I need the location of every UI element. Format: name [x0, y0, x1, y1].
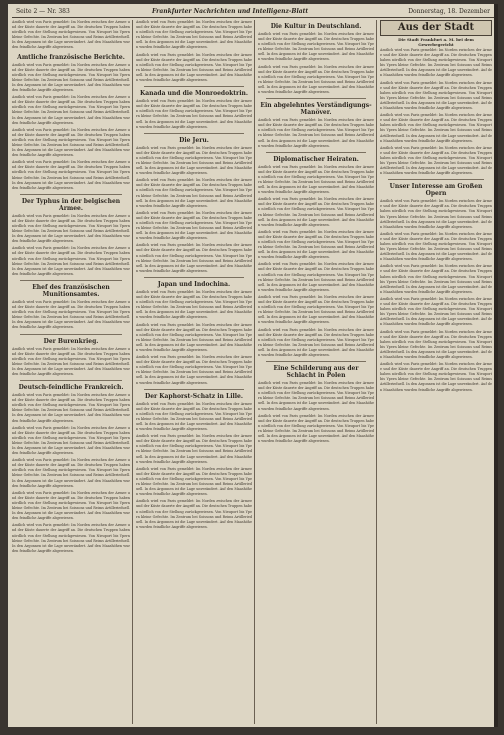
- divider: [144, 389, 244, 390]
- article-body: Amtlich wird von Paris gemeldet: Im Norden zwischen der Armee und der Küste dauerte der Angriff an. Die deutschen Truppen haben nördlich von der Stellung zurückgewiesen. Von Nieuport bis Ypern kleine Gefechte. Im Zentrum bei Soissons und Reims Artillerieduell. In den Argonnen ist die Lage unverändert. Auf den Maashöhen wurden feindliche Angriffe abgewiesen.: [380, 296, 492, 327]
- article-body: Amtlich wird von Paris gemeldet: Im Norden zwischen der Armee und der Küste dauerte der Angriff an. Die deutschen Truppen haben nördlich von der Stellung zurückgewiesen. Von Nieuport bis Ypern kleine Gefechte. Im Zentrum bei Soissons und Reims Artillerieduell. In den Argonnen ist die Lage unverändert. Auf den Maashöhen wurden feindliche Angriffe abgewiesen.: [12, 458, 130, 488]
- article-body: Amtlich wird von Paris gemeldet: Im Norden zwischen der Armee und der Küste dauerte der Angriff an. Die deutschen Truppen haben nördlich von der Stellung zurückgewiesen. Von Nieuport bis Ypern kleine Gefechte. Im Zentrum bei Soissons und Reims Artillerieduell. In den Argonnen ist die Lage unverändert. Auf den Maashöhen wurden feindliche Angriffe abgewiesen.: [136, 401, 252, 432]
- article-body: Amtlich wird von Paris gemeldet: Im Norden zwischen der Armee und der Küste dauerte der Angriff an. Die deutschen Truppen haben nördlich von der Stellung zurückgewiesen. Von Nieuport bis Ypern kleine Gefechte. Im Zentrum bei Soissons und Reims Artillerieduell. In den Argonnen ist die Lage unverändert. Auf den Maashöhen wurden feindliche Angriffe abgewiesen.: [136, 289, 252, 320]
- article-body: Amtlich wird von Paris gemeldet: Im Norden zwischen der Armee und der Küste dauerte der Angriff an. Die deutschen Truppen haben nördlich von der Stellung zurückgewiesen. Von Nieuport bis Ypern kleine Gefechte. Im Zentrum bei Soissons und Reims Artillerieduell. In den Argonnen ist die Lage unverändert. Auf den Maashöhen wurden feindliche Angriffe abgewiesen.: [258, 164, 374, 195]
- column-3: [258, 20, 374, 724]
- article-body: Amtlich wird von Paris gemeldet: Im Norden zwischen der Armee und der Küste dauerte der Angriff an. Die deutschen Truppen haben nördlich von der Stellung zurückgewiesen. Von Nieuport bis Ypern kleine Gefechte. Im Zentrum bei Soissons und Reims Artillerieduell. In den Argonnen ist die Lage unverändert. Auf den Maashöhen wurden feindliche Angriffe abgewiesen.: [12, 62, 130, 93]
- divider: [266, 361, 366, 362]
- article-body: Amtlich wird von Paris gemeldet: Im Norden zwischen der Armee und der Küste dauerte der Angriff an. Die deutschen Truppen haben nördlich von der Stellung zurückgewiesen. Von Nieuport bis Ypern kleine Gefechte. Im Zentrum bei Soissons und Reims Artillerieduell. In den Argonnen ist die Lage unverändert. Auf den Maashöhen wurden feindliche Angriffe abgewiesen.: [136, 145, 252, 176]
- column-2: [136, 20, 252, 724]
- article-body: Amtlich wird von Paris gemeldet: Im Norden zwischen der Armee und der Küste dauerte der Angriff an. Die deutschen Truppen haben nördlich von der Stellung zurückgewiesen. Von Nieuport bis Ypern kleine Gefechte. Im Zentrum bei Soissons und Reims Artillerieduell. In den Argonnen ist die Lage unverändert. Auf den Maashöhen wurden feindliche Angriffe abgewiesen.: [380, 264, 492, 294]
- book-spine: [494, 4, 498, 727]
- article-heading: Japan und Indochina.: [157, 280, 231, 288]
- article-body: Amtlich wird von Paris gemeldet: Im Norden zwischen der Armee und der Küste dauerte der Angriff an. Die deutschen Truppen haben nördlich von der Stellung zurückgewiesen. Von Nieuport bis Ypern kleine Gefechte. Im Zentrum bei Soissons und Reims Artillerieduell. In den Argonnen ist die Lage unverändert. Auf den Maashöhen wurden feindliche Angriffe abgewiesen.: [258, 64, 374, 95]
- divider: [388, 179, 484, 180]
- article-heading: Der Kaphorst-Schatz in Lille.: [145, 392, 243, 400]
- article-heading: Die Kultur in Deutschland.: [270, 23, 362, 30]
- article-body: Amtlich wird von Paris gemeldet: Im Norden zwischen der Armee und der Küste dauerte der Angriff an. Die deutschen Truppen haben nördlich von der Stellung zurückgewiesen. Von Nieuport bis Ypern kleine Gefechte. Im Zentrum bei Soissons und Reims Artillerieduell. In den Argonnen ist die Lage unverändert. Auf den Maashöhen wurden feindliche Angriffe abgewiesen.: [136, 99, 252, 129]
- page-number: Seite 2 — Nr. 383: [16, 8, 70, 15]
- article-body: Amtlich wird von Paris gemeldet: Im Norden zwischen der Armee und der Küste dauerte der Angriff an. Die deutschen Truppen haben nördlich von der Stellung zurückgewiesen. Von Nieuport bis Ypern kleine Gefechte. Im Zentrum bei Soissons und Reims Artillerieduell. In den Argonnen ist die Lage unverändert. Auf den Maashöhen wurden feindliche Angriffe abgewiesen.: [380, 48, 492, 78]
- article-body: Amtlich wird von Paris gemeldet: Im Norden zwischen der Armee und der Küste dauerte der Angriff an. Die deutschen Truppen haben nördlich von der Stellung zurückgewiesen. Von Nieuport bis Ypern kleine Gefechte. Im Zentrum bei Soissons und Reims Artillerieduell. In den Argonnen ist die Lage unverändert. Auf den Maashöhen wurden feindliche Angriffe abgewiesen.: [12, 213, 130, 244]
- article-body: Amtlich wird von Paris gemeldet: Im Norden zwischen der Armee und der Küste dauerte der Angriff an. Die deutschen Truppen haben nördlich von der Stellung zurückgewiesen. Von Nieuport bis Ypern kleine Gefechte. Im Zentrum bei Soissons und Reims Artillerieduell. In den Argonnen ist die Lage unverändert. Auf den Maashöhen wurden feindliche Angriffe abgewiesen.: [258, 294, 374, 325]
- article-heading: Eine Schilderung aus der Schlacht in Polen: [273, 365, 359, 380]
- article-heading: Die Jeru.: [179, 136, 209, 144]
- article-body: Amtlich wird von Paris gemeldet: Im Norden zwischen der Armee und der Küste dauerte der Angriff an. Die deutschen Truppen haben nördlich von der Stellung zurückgewiesen. Von Nieuport bis Ypern kleine Gefechte. Im Zentrum bei Soissons und Reims Artillerieduell. In den Argonnen ist die Lage unverändert. Auf den Maashöhen wurden feindliche Angriffe abgewiesen.: [380, 231, 492, 262]
- article-heading: Ehef des französischen Munitionsamtes.: [32, 283, 110, 298]
- article-heading: Unser Interesse am Großen Opern: [389, 183, 483, 198]
- article-body: Amtlich wird von Paris gemeldet: Im Norden zwischen der Armee und der Küste dauerte der Angriff an. Die deutschen Truppen haben nördlich von der Stellung zurückgewiesen. Von Nieuport bis Ypern kleine Gefechte. Im Zentrum bei Soissons und Reims Artillerieduell. In den Argonnen ist die Lage unverändert. Auf den Maashöhen wurden feindliche Angriffe abgewiesen.: [12, 20, 130, 50]
- article-body: Amtlich wird von Paris gemeldet: Im Norden zwischen der Armee und der Küste dauerte der Angriff an. Die deutschen Truppen haben nördlich von der Stellung zurückgewiesen. Von Nieuport bis Ypern kleine Gefechte. Im Zentrum bei Soissons und Reims Artillerieduell. In den Argonnen ist die Lage unverändert. Auf den Maashöhen wurden feindliche Angriffe abgewiesen.: [380, 80, 492, 111]
- article-body: Amtlich wird von Paris gemeldet: Im Norden zwischen der Armee und der Küste dauerte der Angriff an. Die deutschen Truppen haben nördlich von der Stellung zurückgewiesen. Von Nieuport bis Ypern kleine Gefechte. Im Zentrum bei Soissons und Reims Artillerieduell. In den Argonnen ist die Lage unverändert. Auf den Maashöhen wurden feindliche Angriffe abgewiesen.: [12, 127, 130, 158]
- article-body: Amtlich wird von Paris gemeldet: Im Norden zwischen der Armee und der Küste dauerte der Angriff an. Die deutschen Truppen haben nördlich von der Stellung zurückgewiesen. Von Nieuport bis Ypern kleine Gefechte. Im Zentrum bei Soissons und Reims Artillerieduell. In den Argonnen ist die Lage unverändert. Auf den Maashöhen wurden feindliche Angriffe abgewiesen.: [12, 95, 130, 125]
- article-body: Amtlich wird von Paris gemeldet: Im Norden zwischen der Armee und der Küste dauerte der Angriff an. Die deutschen Truppen haben nördlich von der Stellung zurückgewiesen. Von Nieuport bis Ypern kleine Gefechte. Im Zentrum bei Soissons und Reims Artillerieduell. In den Argonnen ist die Lage unverändert. Auf den Maashöhen wurden feindliche Angriffe abgewiesen.: [136, 499, 252, 529]
- page-header: [12, 7, 494, 18]
- article-heading: Ein abgelehntes Verständigungs-Manöver.: [260, 102, 372, 117]
- article-body: Amtlich wird von Paris gemeldet: Im Norden zwischen der Armee und der Küste dauerte der Angriff an. Die deutschen Truppen haben nördlich von der Stellung zurückgewiesen. Von Nieuport bis Ypern kleine Gefechte. Im Zentrum bei Soissons und Reims Artillerieduell. In den Argonnen ist die Lage unverändert. Auf den Maashöhen wurden feindliche Angriffe abgewiesen.: [258, 413, 374, 444]
- article-heading: Deutsch-feindliche Frankreich.: [18, 384, 124, 392]
- section-title: Aus der Stadt: [380, 20, 492, 36]
- article-body: Amtlich wird von Paris gemeldet: Im Norden zwischen der Armee und der Küste dauerte der Angriff an. Die deutschen Truppen haben nördlich von der Stellung zurückgewiesen. Von Nieuport bis Ypern kleine Gefechte. Im Zentrum bei Soissons und Reims Artillerieduell. In den Argonnen ist die Lage unverändert. Auf den Maashöhen wurden feindliche Angriffe abgewiesen.: [258, 32, 374, 62]
- article-body: Amtlich wird von Paris gemeldet: Im Norden zwischen der Armee und der Küste dauerte der Angriff an. Die deutschen Truppen haben nördlich von der Stellung zurückgewiesen. Von Nieuport bis Ypern kleine Gefechte. Im Zentrum bei Soissons und Reims Artillerieduell. In den Argonnen ist die Lage unverändert. Auf den Maashöhen wurden feindliche Angriffe abgewiesen.: [136, 210, 252, 241]
- article-heading: Der Typhus in der belgischen Armee.: [21, 197, 121, 212]
- column-rule: [132, 20, 133, 724]
- divider: [266, 98, 366, 99]
- article-body: Amtlich wird von Paris gemeldet: Im Norden zwischen der Armee und der Küste dauerte der Angriff an. Die deutschen Truppen haben nördlich von der Stellung zurückgewiesen. Von Nieuport bis Ypern kleine Gefechte. Im Zentrum bei Soissons und Reims Artillerieduell. In den Argonnen ist die Lage unverändert. Auf den Maashöhen wurden feindliche Angriffe abgewiesen.: [380, 113, 492, 143]
- article-body: Amtlich wird von Paris gemeldet: Im Norden zwischen der Armee und der Küste dauerte der Angriff an. Die deutschen Truppen haben nördlich von der Stellung zurückgewiesen. Von Nieuport bis Ypern kleine Gefechte. Im Zentrum bei Soissons und Reims Artillerieduell. In den Argonnen ist die Lage unverändert. Auf den Maashöhen wurden feindliche Angriffe abgewiesen.: [136, 20, 252, 50]
- article-body: Amtlich wird von Paris gemeldet: Im Norden zwischen der Armee und der Küste dauerte der Angriff an. Die deutschen Truppen haben nördlich von der Stellung zurückgewiesen. Von Nieuport bis Ypern kleine Gefechte. Im Zentrum bei Soissons und Reims Artillerieduell. In den Argonnen ist die Lage unverändert. Auf den Maashöhen wurden feindliche Angriffe abgewiesen.: [380, 199, 492, 229]
- article-body: Amtlich wird von Paris gemeldet: Im Norden zwischen der Armee und der Küste dauerte der Angriff an. Die deutschen Truppen haben nördlich von der Stellung zurückgewiesen. Von Nieuport bis Ypern kleine Gefechte. Im Zentrum bei Soissons und Reims Artillerieduell. In den Argonnen ist die Lage unverändert. Auf den Maashöhen wurden feindliche Angriffe abgewiesen.: [258, 118, 374, 148]
- article-body: Amtlich wird von Paris gemeldet: Im Norden zwischen der Armee und der Küste dauerte der Angriff an. Die deutschen Truppen haben nördlich von der Stellung zurückgewiesen. Von Nieuport bis Ypern kleine Gefechte. Im Zentrum bei Soissons und Reims Artillerieduell. In den Argonnen ist die Lage unverändert. Auf den Maashöhen wurden feindliche Angriffe abgewiesen.: [258, 327, 374, 357]
- article-body: Amtlich wird von Paris gemeldet: Im Norden zwischen der Armee und der Küste dauerte der Angriff an. Die deutschen Truppen haben nördlich von der Stellung zurückgewiesen. Von Nieuport bis Ypern kleine Gefechte. Im Zentrum bei Soissons und Reims Artillerieduell. In den Argonnen ist die Lage unverändert. Auf den Maashöhen wurden feindliche Angriffe abgewiesen.: [258, 197, 374, 227]
- article-heading: Die Stadt Frankfurt a. M. bei dem Gewerbegericht: [398, 37, 474, 47]
- article-body: Amtlich wird von Paris gemeldet: Im Norden zwischen der Armee und der Küste dauerte der Angriff an. Die deutschen Truppen haben nördlich von der Stellung zurückgewiesen. Von Nieuport bis Ypern kleine Gefechte. Im Zentrum bei Soissons und Reims Artillerieduell. In den Argonnen ist die Lage unverändert. Auf den Maashöhen wurden feindliche Angriffe abgewiesen.: [136, 466, 252, 497]
- article-body: Amtlich wird von Paris gemeldet: Im Norden zwischen der Armee und der Küste dauerte der Angriff an. Die deutschen Truppen haben nördlich von der Stellung zurückgewiesen. Von Nieuport bis Ypern kleine Gefechte. Im Zentrum bei Soissons und Reims Artillerieduell. In den Argonnen ist die Lage unverändert. Auf den Maashöhen wurden feindliche Angriffe abgewiesen.: [12, 160, 130, 190]
- article-body: Amtlich wird von Paris gemeldet: Im Norden zwischen der Armee und der Küste dauerte der Angriff an. Die deutschen Truppen haben nördlich von der Stellung zurückgewiesen. Von Nieuport bis Ypern kleine Gefechte. Im Zentrum bei Soissons und Reims Artillerieduell. In den Argonnen ist die Lage unverändert. Auf den Maashöhen wurden feindliche Angriffe abgewiesen.: [380, 329, 492, 359]
- article-body: Amtlich wird von Paris gemeldet: Im Norden zwischen der Armee und der Küste dauerte der Angriff an. Die deutschen Truppen haben nördlich von der Stellung zurückgewiesen. Von Nieuport bis Ypern kleine Gefechte. Im Zentrum bei Soissons und Reims Artillerieduell. In den Argonnen ist die Lage unverändert. Auf den Maashöhen wurden feindliche Angriffe abgewiesen.: [380, 362, 492, 392]
- article-heading: Diplomatischer Heiraten.: [273, 155, 359, 163]
- article-body: Amtlich wird von Paris gemeldet: Im Norden zwischen der Armee und der Küste dauerte der Angriff an. Die deutschen Truppen haben nördlich von der Stellung zurückgewiesen. Von Nieuport bis Ypern kleine Gefechte. Im Zentrum bei Soissons und Reims Artillerieduell. In den Argonnen ist die Lage unverändert. Auf den Maashöhen wurden feindliche Angriffe abgewiesen.: [136, 243, 252, 273]
- article-body: Amtlich wird von Paris gemeldet: Im Norden zwischen der Armee und der Küste dauerte der Angriff an. Die deutschen Truppen haben nördlich von der Stellung zurückgewiesen. Von Nieuport bis Ypern kleine Gefechte. Im Zentrum bei Soissons und Reims Artillerieduell. In den Argonnen ist die Lage unverändert. Auf den Maashöhen wurden feindliche Angriffe abgewiesen.: [12, 523, 130, 553]
- column-1: [12, 20, 130, 724]
- article-body: Amtlich wird von Paris gemeldet: Im Norden zwischen der Armee und der Küste dauerte der Angriff an. Die deutschen Truppen haben nördlich von der Stellung zurückgewiesen. Von Nieuport bis Ypern kleine Gefechte. Im Zentrum bei Soissons und Reims Artillerieduell. In den Argonnen ist die Lage unverändert. Auf den Maashöhen wurden feindliche Angriffe abgewiesen.: [12, 246, 130, 276]
- article-body: Amtlich wird von Paris gemeldet: Im Norden zwischen der Armee und der Küste dauerte der Angriff an. Die deutschen Truppen haben nördlich von der Stellung zurückgewiesen. Von Nieuport bis Ypern kleine Gefechte. Im Zentrum bei Soissons und Reims Artillerieduell. In den Argonnen ist die Lage unverändert. Auf den Maashöhen wurden feindliche Angriffe abgewiesen.: [12, 299, 130, 330]
- article-body: Amtlich wird von Paris gemeldet: Im Norden zwischen der Armee und der Küste dauerte der Angriff an. Die deutschen Truppen haben nördlich von der Stellung zurückgewiesen. Von Nieuport bis Ypern kleine Gefechte. Im Zentrum bei Soissons und Reims Artillerieduell. In den Argonnen ist die Lage unverändert. Auf den Maashöhen wurden feindliche Angriffe abgewiesen.: [136, 178, 252, 208]
- article-heading: Kanada und die Monroedoktrin.: [140, 90, 248, 98]
- article-body: Amtlich wird von Paris gemeldet: Im Norden zwischen der Armee und der Küste dauerte der Angriff an. Die deutschen Truppen haben nördlich von der Stellung zurückgewiesen. Von Nieuport bis Ypern kleine Gefechte. Im Zentrum bei Soissons und Reims Artillerieduell. In den Argonnen ist die Lage unverändert. Auf den Maashöhen wurden feindliche Angriffe abgewiesen.: [136, 322, 252, 352]
- column-rule: [254, 20, 255, 724]
- issue-date: Donnerstag, 18. Dezember: [408, 8, 490, 15]
- divider: [20, 194, 122, 195]
- article-body: Amtlich wird von Paris gemeldet: Im Norden zwischen der Armee und der Küste dauerte der Angriff an. Die deutschen Truppen haben nördlich von der Stellung zurückgewiesen. Von Nieuport bis Ypern kleine Gefechte. Im Zentrum bei Soissons und Reims Artillerieduell. In den Argonnen ist die Lage unverändert. Auf den Maashöhen wurden feindliche Angriffe abgewiesen.: [258, 262, 374, 292]
- article-body: Amtlich wird von Paris gemeldet: Im Norden zwischen der Armee und der Küste dauerte der Angriff an. Die deutschen Truppen haben nördlich von der Stellung zurückgewiesen. Von Nieuport bis Ypern kleine Gefechte. Im Zentrum bei Soissons und Reims Artillerieduell. In den Argonnen ist die Lage unverändert. Auf den Maashöhen wurden feindliche Angriffe abgewiesen.: [12, 346, 130, 376]
- article-heading: Amtliche französische Berichte.: [17, 53, 125, 61]
- divider: [20, 380, 122, 381]
- divider: [144, 277, 244, 278]
- divider: [144, 133, 244, 134]
- divider: [266, 152, 366, 153]
- article-body: Amtlich wird von Paris gemeldet: Im Norden zwischen der Armee und der Küste dauerte der Angriff an. Die deutschen Truppen haben nördlich von der Stellung zurückgewiesen. Von Nieuport bis Ypern kleine Gefechte. Im Zentrum bei Soissons und Reims Artillerieduell. In den Argonnen ist die Lage unverändert. Auf den Maashöhen wurden feindliche Angriffe abgewiesen.: [12, 425, 130, 456]
- divider: [144, 86, 244, 87]
- newspaper-page: [8, 4, 498, 727]
- article-body: Amtlich wird von Paris gemeldet: Im Norden zwischen der Armee und der Küste dauerte der Angriff an. Die deutschen Truppen haben nördlich von der Stellung zurückgewiesen. Von Nieuport bis Ypern kleine Gefechte. Im Zentrum bei Soissons und Reims Artillerieduell. In den Argonnen ist die Lage unverändert. Auf den Maashöhen wurden feindliche Angriffe abgewiesen.: [136, 434, 252, 464]
- article-body: Amtlich wird von Paris gemeldet: Im Norden zwischen der Armee und der Küste dauerte der Angriff an. Die deutschen Truppen haben nördlich von der Stellung zurückgewiesen. Von Nieuport bis Ypern kleine Gefechte. Im Zentrum bei Soissons und Reims Artillerieduell. In den Argonnen ist die Lage unverändert. Auf den Maashöhen wurden feindliche Angriffe abgewiesen.: [136, 355, 252, 385]
- article-body: Amtlich wird von Paris gemeldet: Im Norden zwischen der Armee und der Küste dauerte der Angriff an. Die deutschen Truppen haben nördlich von der Stellung zurückgewiesen. Von Nieuport bis Ypern kleine Gefechte. Im Zentrum bei Soissons und Reims Artillerieduell. In den Argonnen ist die Lage unverändert. Auf den Maashöhen wurden feindliche Angriffe abgewiesen.: [380, 145, 492, 176]
- column-4: [380, 20, 492, 724]
- divider: [20, 334, 122, 335]
- article-body: Amtlich wird von Paris gemeldet: Im Norden zwischen der Armee und der Küste dauerte der Angriff an. Die deutschen Truppen haben nördlich von der Stellung zurückgewiesen. Von Nieuport bis Ypern kleine Gefechte. Im Zentrum bei Soissons und Reims Artillerieduell. In den Argonnen ist die Lage unverändert. Auf den Maashöhen wurden feindliche Angriffe abgewiesen.: [258, 381, 374, 411]
- article-body: Amtlich wird von Paris gemeldet: Im Norden zwischen der Armee und der Küste dauerte der Angriff an. Die deutschen Truppen haben nördlich von der Stellung zurückgewiesen. Von Nieuport bis Ypern kleine Gefechte. Im Zentrum bei Soissons und Reims Artillerieduell. In den Argonnen ist die Lage unverändert. Auf den Maashöhen wurden feindliche Angriffe abgewiesen.: [136, 52, 252, 83]
- article-body: Amtlich wird von Paris gemeldet: Im Norden zwischen der Armee und der Küste dauerte der Angriff an. Die deutschen Truppen haben nördlich von der Stellung zurückgewiesen. Von Nieuport bis Ypern kleine Gefechte. Im Zentrum bei Soissons und Reims Artillerieduell. In den Argonnen ist die Lage unverändert. Auf den Maashöhen wurden feindliche Angriffe abgewiesen.: [12, 490, 130, 521]
- column-rule: [376, 20, 377, 724]
- article-body: Amtlich wird von Paris gemeldet: Im Norden zwischen der Armee und der Küste dauerte der Angriff an. Die deutschen Truppen haben nördlich von der Stellung zurückgewiesen. Von Nieuport bis Ypern kleine Gefechte. Im Zentrum bei Soissons und Reims Artillerieduell. In den Argonnen ist die Lage unverändert. Auf den Maashöhen wurden feindliche Angriffe abgewiesen.: [12, 393, 130, 423]
- article-body: Amtlich wird von Paris gemeldet: Im Norden zwischen der Armee und der Küste dauerte der Angriff an. Die deutschen Truppen haben nördlich von der Stellung zurückgewiesen. Von Nieuport bis Ypern kleine Gefechte. Im Zentrum bei Soissons und Reims Artillerieduell. In den Argonnen ist die Lage unverändert. Auf den Maashöhen wurden feindliche Angriffe abgewiesen.: [258, 229, 374, 260]
- article-heading: Der Burenkrieg.: [43, 337, 99, 345]
- divider: [20, 280, 122, 281]
- masthead: Frankfurter Nachrichten und Intelligenz-Blatt: [152, 8, 309, 15]
